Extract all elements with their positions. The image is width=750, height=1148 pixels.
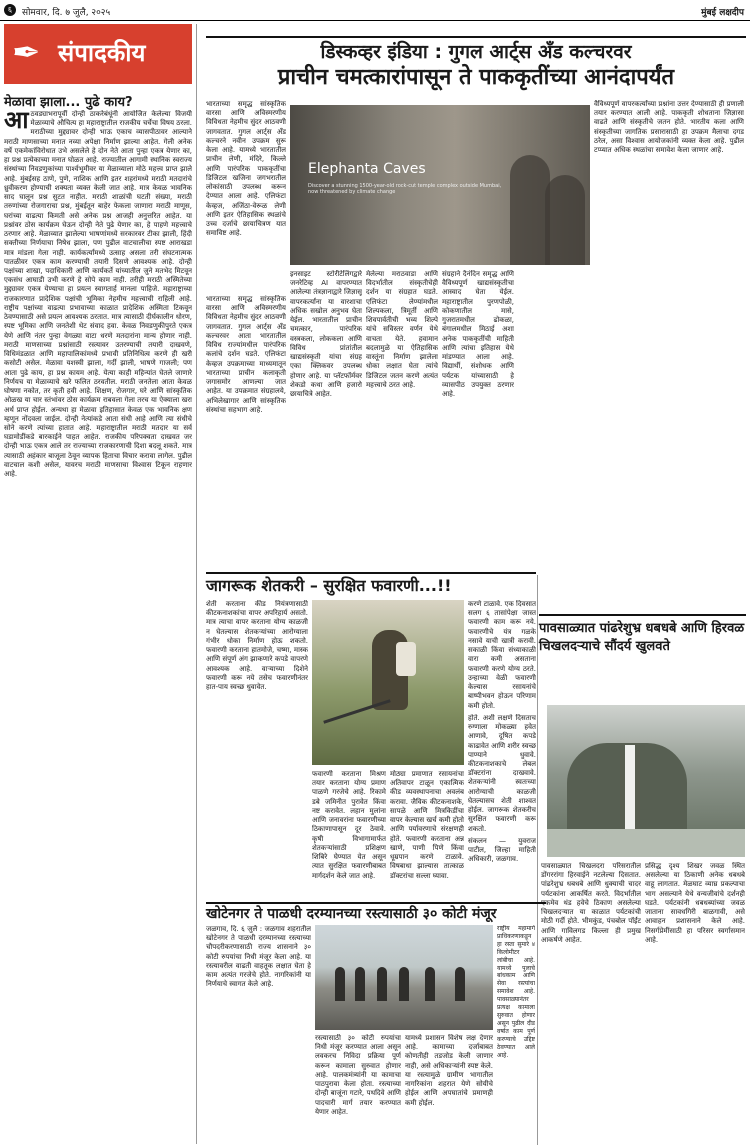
editorial-banner-label: संपादकीय bbox=[58, 39, 146, 67]
road-column-1: जळगाव, दि. ६ जुलै : जळगाव शहरातील खोटेनगर ते पाळधी दरम्यानच्या रस्त्याच्या चौपदरीकरणासाठी राज्य शासनाने ३० कोटी रुपयांचा निधी मंजूर केला आहे. या रस्त्यावरील वाढती वाहतूक लक्षात घेता हे काम अत्यंत गरजेचे होते. नागरिकांनी या निर्णयाचे स्वागत केले आहे. bbox=[206, 925, 311, 989]
person-figure bbox=[455, 967, 465, 1001]
lead-headline-line-1: डिस्कव्हर इंडिया : गुगल आर्ट्स अँड कल्चरवर bbox=[320, 41, 632, 63]
monsoon-headline: पावसाळ्यात पांढरेशुभ्र धबधबे आणि हिरवळ चिखलदऱ्याचे सौंदर्य खुलवते bbox=[539, 621, 745, 654]
person-figure bbox=[355, 967, 365, 1001]
editorial-text: ठवड्याभरापूर्वी दोन्ही ठाकरेबंधूंनी आयोजित केलेल्या विजयी मेळाव्याचे औचित्य हा महाराष्ट्रातील राजकीय चर्चेचा विषय ठरला. मराठीच्या मुद्द्यावर दोन्ही भाऊ एकाच व्यासपीठावर आल्याने मराठी माणसाच्या मनात नव्या अपेक्षा निर्माण झाल्या आहेत. गेली अनेक वर्षे एकमेकांविरोधात उभे असलेले हे दोन नेते आता पुन्हा एकत्र येणार का, हा प्रश्न प्रत्येकाच्या मनात घोळत आहे. राज्यातील आगामी स्थानिक स्वराज्य संस्थांच्या निवडणुकांच्या पार्श्वभूमीवर या मेळाव्याला मोठे महत्त्व प्राप्त झाले आहे. मुंबईसह ठाणे, पुणे, नाशिक आणि इतर शहरांमध्ये मराठी मतदारांचे ध्रुवीकरण होण्याची शक्यता व्यक्त केली जात आहे. मात्र केवळ भावनिक साद घालून प्रश्न सुटत नाहीत. मराठी शाळांची घटती संख्या, मराठी तरुणांच्या रोजगाराचा प्रश्न, मुंबईतून बाहेर फेकला जाणारा मराठी माणूस, घरांच्या वाढत्या किमती असे अनेक प्रश्न आजही अनुत्तरित आहेत. या प्रश्नांवर ठोस कार्यक्रम घेऊन दोन्ही नेते पुढे येणार का, हे पाहणे महत्त्वाचे ठरणार आहे. मेळाव्यात झालेल्या भाषणांमध्ये सरकारवर टीका झाली, हिंदी सक्तीच्या निर्णयाचा निषेध झाला, पण पुढील वाटचालीचा स्पष्ट आराखडा मात्र मांडला गेला नाही. कार्यकर्त्यांमध्ये उत्साह असला तरी संघटनात्मक पातळीवर एकत्र काम करण्याची तयारी दिसणे आवश्यक आहे. दोन्ही पक्षांच्या शाखा, पदाधिकारी आणि कार्यकर्ते यांच्यातील जुने मतभेद मिटवून एकसंध आघाडी उभी करणे हे सोपे काम नाही. तरीही मराठी अस्मितेच्या मुद्द्यावर एकत्र येण्याचा हा प्रयत्न स्वागतार्ह मानला पाहिजे. महाराष्ट्राच्या राजकारणात प्रादेशिक पक्षांची भूमिका नेहमीच महत्त्वाची राहिली आहे. राष्ट्रीय पक्षांच्या वाढत्या प्रभावाच्या काळात प्रादेशिक अस्मिता टिकवून ठेवण्यासाठी असे प्रयत्न आवश्यक ठरतात. मात्र त्यासाठी दीर्घकालीन धोरण, स्पष्ट भूमिका आणि जनतेशी थेट संवाद हवा. केवळ निवडणुकीपुरते एकत्र येणे आणि नंतर पुन्हा वेगळ्या वाटा धरणे मतदारांना मान्य होणार नाही. मराठी माणसाच्या प्रश्नांसाठी रस्त्यावर उतरण्याची तयारी दाखवणे, विधिमंडळात आणि महापालिकांमध्ये प्रभावी प्रतिनिधित्व करणे ही खरी कसोटी असेल. मेळावा यशस्वी झाला, गर्दी झाली, भाषणे गाजली; पण आता पुढे काय, हा प्रश्न कायम आहे. येत्या काही महिन्यांत घेतले जाणारे निर्णयच या मेळाव्याचे खरे फलित ठरवतील. मराठी जनतेला आता केवळ घोषणा नकोत, तर कृती हवी आहे. शिक्षण, रोजगार, घरे आणि सांस्कृतिक ओळख या चार स्तंभांवर ठोस कार्यक्रम राबवला गेला तरच या ऐक्याला खरा अर्थ प्राप्त होईल. अन्यथा हा मेळावा इतिहासात केवळ एक भावनिक क्षण म्हणून नोंदवला जाईल. दोन्ही नेत्यांकडे आता संधी आहे आणि त्या संधीचे सोने करणे त्यांच्या हातात आहे. महाराष्ट्रातील मराठी मतदार या सर्व घडामोडींकडे बारकाईने पाहत आहेत. राजकीय परिपक्वता दाखवत जर दोन्ही भाऊ एकत्र आले तर राज्याच्या राजकारणाची दिशा बदलू शकते. मात्र त्यासाठी अहंकार बाजूला ठेवून व्यापक हिताचा विचार करावा लागेल. पुढील वाटचाल कशी असेल, यावरच मराठी माणसाचा विश्वास टिकून राहणार आहे. bbox=[4, 110, 192, 479]
farmer-column-3: मोठ्या प्रमाणात रसायनांचा अतिवापर टाळून एकात्मिक कीड व्यवस्थापनाचा अवलंब करावा. जैविक कीटकनाशके, सापळे आणि मित्रकिडींचा वापर केल्यास खर्च कमी होतो आणि पर्यावरणाचे संरक्षणही होते. फवारणी करताना अन्न खाणे, पाणी पिणे किंवा धूम्रपान करणे टाळावे. विषबाधा झाल्यास तात्काळ डॉक्टरांचा सल्ला घ्यावा. bbox=[390, 770, 464, 880]
person-figure bbox=[335, 967, 345, 1001]
lead-rule bbox=[206, 36, 746, 38]
newspaper-name: मुंबई लक्षदीप bbox=[701, 8, 744, 18]
lead-column-6: वैविध्यपूर्ण वापरकर्त्यांच्या प्रश्नांना उत्तर देण्यासाठी ही प्रणाली तयार करण्यात आली आहे. पाककृती शोधताना जिज्ञासा वाढते आणि संस्कृतीचे जतन होते. भारतीय कला आणि संस्कृतीच्या जागतिक प्रसारासाठी हा उपक्रम मैलाचा दगड ठरेल, असा विश्वास आयोजकांनी व्यक्त केला आहे. पुढील टप्प्यात अधिक स्थळांचा समावेश केला जाणार आहे. bbox=[594, 100, 744, 155]
person-figure bbox=[425, 967, 435, 1001]
farmer-column-5: होते. अशी लक्षणे दिसताच रुग्णाला मोकळ्या हवेत आणावे, दूषित कपडे काढावेत आणि शरीर स्वच्छ पाण्याने धुवावे. कीटकनाशकाचे लेबल डॉक्टरांना दाखवावे. शेतकऱ्यांनी स्वतःच्या आरोग्याची काळजी घेतल्यासच शेती शाश्वत होईल. जागरूक शेतकरीच सुरक्षित फवारणी करू शकतो. bbox=[468, 713, 536, 833]
lead-column-1: भारताच्या समृद्ध सांस्कृतिक वारसा आणि अविस्मरणीय विविधता नेहमीच सुंदर आठवणी जागवतात. गुगल आर्ट्स अँड कल्चरने नवीन उपक्रम सुरू केला आहे. यामध्ये भारतातील प्राचीन लेणी, मंदिरे, किल्ले आणि पारंपरिक पाककृतींचा डिजिटल खजिना जगभरातील लोकांसाठी उपलब्ध करून देण्यात आला आहे. एलिफंटा केव्हज, अजिंठा-वेरूळ लेणी आणि इतर ऐतिहासिक स्थळांचे उच्च दर्जाचे छायाचित्रण यात समाविष्ट आहे. bbox=[206, 100, 286, 238]
spray-nozzle bbox=[323, 699, 391, 723]
dateline: सोमवार, दि. ७ जुलै, २०२५ bbox=[22, 8, 111, 18]
sculpture-figure bbox=[545, 175, 585, 265]
monsoon-rule bbox=[539, 614, 746, 616]
sprayer-tank bbox=[396, 642, 416, 676]
lead-column-3: इनसाइट स्टोरीटेलिंगद्वारे जनरेटिव्ह AI वापरण्यात आलेल्या तंत्रज्ञानाद्वारे जिज्ञासू वापरकर्त्यांना या वारशाचा अधिक सखोल अनुभव घेता येईल. भारतातील प्राचीन चमत्कार, पारंपरिक वस्त्रकला, लोककला आणि विविध प्रांतांतील खाद्यसंस्कृती यांचा संग्रह एका क्लिकवर उपलब्ध होणार आहे. या प्लॅटफॉर्मवर शेकडो कथा आणि हजारो छायाचित्रे आहेत. bbox=[290, 270, 362, 399]
monsoon-column-1: पावसाळ्यात चिखलदरा परिसरातील डोंगररांगा हिरवाईने नटलेल्या दिसतात. पांढरेशुभ्र धबधबे आणि धुक्याची चादर पर्यटकांना आकर्षित करते. विदर्भातील एकमेव थंड हवेचे ठिकाण असलेल्या चिखलदऱ्यात या काळात पर्यटकांची मोठी गर्दी होते. भीमकुंड, पंचबोल पॉईंट आणि गाविलगड किल्ला ही प्रमुख आकर्षणे आहेत. bbox=[541, 862, 641, 944]
farmer-headline: जागरूक शेतकरी – सुरक्षित फवारणी...!! bbox=[206, 572, 536, 598]
road-column-3: यामध्ये प्रशासन विशेष लक्ष देणार आहे. कामाच्या दर्जाबाबत कोणतीही तडजोड केली जाणार नाही, असे अधिकाऱ्यांनी स्पष्ट केले. या रस्त्यामुळे ग्रामीण भागातील नागरिकांना शहरात येणे सोयीचे होईल आणि अपघातांचे प्रमाणही कमी होईल. bbox=[405, 1034, 493, 1107]
lead-column-5: संग्रहाने दैनंदिन समृद्ध आणि वैविध्यपूर्ण खाद्यसंस्कृतीचा आस्वाद घेता येईल. महाराष्ट्रातील पुरणपोळी, कोकणातील मासे, गुजरातमधील ढोकळा, बंगालमधील मिठाई अशा अनेक पाककृतींची माहिती आणि त्यांचा इतिहास येथे मांडण्यात आला आहे. विद्यार्थी, संशोधक आणि पर्यटक यांच्यासाठी हे व्यासपीठ उपयुक्त ठरणार आहे. bbox=[442, 270, 514, 399]
elephanta-photo bbox=[290, 105, 590, 265]
editorial-title: मेळावा झाला... पुढे काय? bbox=[4, 95, 133, 110]
sculpture-figure bbox=[510, 155, 550, 265]
page-number: ६ bbox=[4, 4, 16, 16]
page-header bbox=[0, 0, 750, 21]
mist-image bbox=[547, 829, 745, 857]
lead-headline-line-2: प्राचीन चमत्कारांपासून ते पाककृतींच्या आनंदापर्यंत bbox=[277, 65, 675, 90]
drop-cap: आ bbox=[4, 110, 29, 134]
farmer-spraying-photo bbox=[312, 600, 464, 765]
person-figure bbox=[377, 967, 387, 1001]
lead-column-2: भारताच्या समृद्ध सांस्कृतिक वारसा आणि अविस्मरणीय विविधता नेहमीच सुंदर आठवणी जागवतात. गुगल आर्ट्स अँड कल्चरवर आता भारतातील विविध राज्यांमधील पारंपरिक कलांचे दर्शन घडते. एलिफंटा केव्हज उपक्रमाच्या माध्यमातून भारताच्या प्राचीन कलाकृती जगासमोर आणल्या जात आहेत. या उपक्रमात संग्रहालये, अभिलेखागार आणि सांस्कृतिक संस्थांचा सहभाग आहे. bbox=[206, 295, 286, 414]
person-figure bbox=[399, 967, 409, 1001]
road-headline: खोटेनगर ते पाळधी दरम्यानच्या रस्त्यासाठी ३० कोटी मंजूर bbox=[206, 902, 546, 924]
lead-column-4: मेलेल्या मराठवाडा आणि विदर्भातील संस्कृतीचेही दर्शन या संग्रहात घडते. एलिफंटा लेण्यांमधील शिल्पकला, त्रिमूर्ती आणि शिवपार्वतीची भव्य शिल्पे यांचे सविस्तर वर्णन येथे वाचता येते. हवामान बदलामुळे या ऐतिहासिक वास्तूंना निर्माण झालेला धोका लक्षात घेता त्यांचे डिजिटल जतन करणे अत्यंत महत्त्वाचे ठरत आहे. bbox=[366, 270, 438, 389]
farmer-column-4: करणे टाळावे. एक दिवसात सलग ६ तासांपेक्षा जास्त फवारणी काम करू नये. फवारणीचे यंत्र गळके नसावे याची खात्री करावी. सकाळी किंवा संध्याकाळी वारा कमी असताना फवारणी करणे योग्य ठरते. उन्हाच्या वेळी फवारणी केल्यास रसायनांचे बाष्पीभवन होऊन परिणाम कमी होतो. होते. अशी लक्षणे दिसताच रुग्णाला मोकळ्या हवेत आणावे, दूषित कपडे काढावेत आणि शरीर स्वच्छ पाण्याने धुवावे. कीटकनाशकाचे लेबल डॉक्टरांना दाखवावे. शेतकऱ्यांनी स्वतःच्या आरोग्याची काळजी घेतल्यासच शेती शाश्वत होईल. जागरूक शेतकरीच सुरक्षित फवारणी करू शकतो. संकलन — युवराज पाटील, जिल्हा माहिती अधिकारी, जळगाव. bbox=[468, 600, 536, 864]
farmer-column-2: फवारणी करताना मिश्रण तयार करताना योग्य प्रमाण पाळणे गरजेचे आहे. रिकामे डबे जमिनीत पुरावेत किंवा नष्ट करावेत. लहान मुलांना आणि जनावरांना फवारणीच्या ठिकाणापासून दूर ठेवावे. कृषी विभागामार्फत शेतकऱ्यांसाठी प्रशिक्षण शिबिरे घेण्यात येत असून त्यात सुरक्षित फवारणीबाबत मार्गदर्शन केले जात आहे. bbox=[312, 770, 386, 880]
waterfall-photo bbox=[547, 705, 745, 857]
column-divider bbox=[196, 24, 197, 1144]
farmer-author: संकलन — युवराज पाटील, जिल्हा माहिती अधिकारी, जळगाव. bbox=[468, 836, 536, 864]
photo-title: Elephanta Caves bbox=[308, 161, 426, 177]
editorial-body bbox=[4, 110, 192, 1140]
road-inspection-photo bbox=[315, 925, 493, 1030]
photo-caption: Discover a stunning 1500-year-old rock-cut temple complex outside Mumbai, now threatened by climate change bbox=[308, 183, 502, 195]
road-column-2: रस्त्यासाठी ३० कोटी रुपयांचा निधी मंजूर करण्यात आला असून लवकरच निविदा प्रक्रिया पूर्ण करून कामाला सुरुवात होणार आहे. पालकमंत्र्यांनी या कामाचा पाठपुरावा केला होता. रस्त्याच्या दोन्ही बाजूंना गटारे, पथदिवे आणि पादचारी मार्ग तयार करण्यात येणार आहेत. bbox=[315, 1034, 401, 1116]
editorial-banner bbox=[4, 24, 192, 84]
road-column-4: राष्ट्रीय महामार्ग प्राधिकरणाकडून हा रस्ता सुमारे ४ किलोमीटर लांबीचा आहे. यामध्ये पुलाचे बांधकाम आणि सेवा रस्त्यांचा समावेश आहे. पावसाळ्यानंतर प्रत्यक्ष कामाला सुरुवात होणार असून पुढील दीड वर्षात काम पूर्ण करण्याचे उद्दिष्ट ठेवण्यात आले आहे. bbox=[497, 925, 535, 1059]
farmer-column-1: शेती करताना कीड नियंत्रणासाठी कीटकनाशकांचा वापर अपरिहार्य असतो. मात्र त्याचा वापर करताना योग्य काळजी न घेतल्यास शेतकऱ्यांच्या आरोग्याला गंभीर धोका निर्माण होऊ शकतो. फवारणी करताना हातमोजे, चष्मा, मास्क आणि संपूर्ण अंग झाकणारे कपडे वापरणे आवश्यक आहे. वाऱ्याच्या दिशेने फवारणी करू नये तसेच फवारणीनंतर हात-पाय स्वच्छ धुवावेत. bbox=[206, 600, 308, 692]
pen-icon: ✒ bbox=[12, 33, 41, 73]
monsoon-column-2: प्रसिद्ध दृश्य शिखर जवळ स्थित असलेल्या या ठिकाणी अनेक धबधबे वाहू लागतात. मेळघाट व्याघ्र प्रकल्पाचा भाग असल्याने येथे वन्यजीवांचे दर्शनही घडते. पर्यटकांनी धबधब्यांच्या जवळ जाताना सावधगिरी बाळगावी, असे आवाहन प्रशासनाने केले आहे. निसर्गप्रेमींसाठी हा परिसर स्वर्गासमान आहे. bbox=[645, 862, 745, 944]
column-divider bbox=[537, 575, 538, 1145]
